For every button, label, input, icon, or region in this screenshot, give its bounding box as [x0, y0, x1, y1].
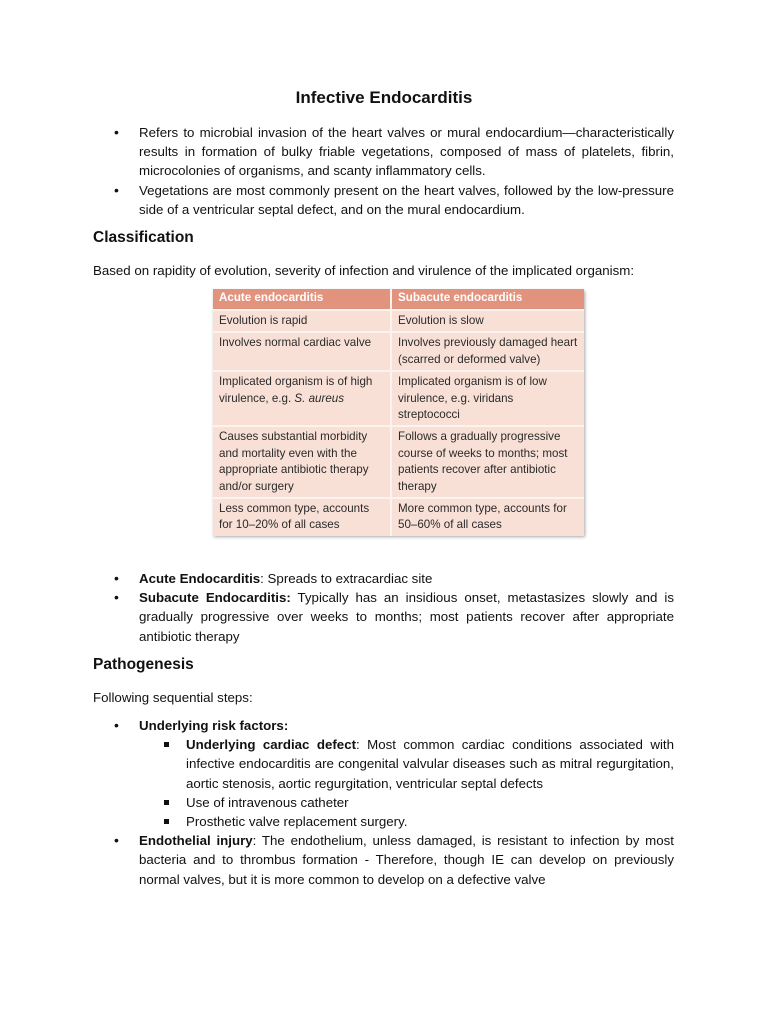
classification-heading: Classification — [93, 229, 194, 246]
list-item — [93, 716, 674, 831]
page-title: Infective Endocarditis — [295, 88, 473, 107]
bullet-text: Use of intravenous catheter — [186, 794, 349, 810]
list-item — [139, 793, 674, 812]
intro-bullet-list — [93, 123, 674, 219]
bullet-text: : The endothelium, unless damaged, is resistant to infection by most bacteria and to thrombus formation - Therefore, though IE can develop on previously normal valves, but it is more common to develop on a defective valve — [139, 833, 674, 887]
pathogenesis-bullet-list — [93, 716, 674, 889]
list-item — [93, 588, 674, 646]
list-item — [139, 735, 674, 793]
table-header-row — [213, 289, 584, 310]
table-cell: Evolution is slow — [391, 310, 584, 332]
table-row — [213, 498, 584, 536]
table-cell: Implicated organism is of high virulence, e.g. S. aureus — [213, 371, 391, 426]
table-header-subacute: Subacute endocarditis — [391, 289, 584, 310]
pathogenesis-heading: Pathogenesis — [93, 656, 194, 673]
table-row — [213, 371, 584, 426]
bullet-text: : Spreads to extracardiac site — [260, 571, 433, 586]
pathogenesis-intro: Following sequential steps: — [93, 690, 253, 705]
bullet-text: Typically has an insidious onset, metastasizes slowly and is gradually progressive over weeks to months; most patients recover after appropriate antibiotic therapy — [139, 590, 674, 644]
bullet-term: Endothelial injury — [139, 833, 253, 849]
table-cell: Involves normal cardiac valve — [213, 332, 391, 371]
table-cell: Causes substantial morbidity and mortality even with the appropriate antibiotic therapy and/or surgery — [213, 426, 391, 498]
table-row — [213, 426, 584, 498]
table-cell: Involves previously damaged heart (scarred or deformed valve) — [391, 332, 584, 371]
list-item: • Vegetations are most commonly present on the heart valves, followed by the low-pressure side of a ventricular septal defect, and on the mural endocardium. — [93, 181, 674, 219]
classification-table-figure — [213, 289, 584, 535]
table-cell: More common type, accounts for 50–60% of all cases — [391, 498, 584, 536]
classification-table — [213, 289, 584, 536]
list-item: • Refers to microbial invasion of the heart valves or mural endocardium—characteristically results in formation of bulky friable vegetations, composed of mass of platelets, fibrin, microcolonies of organisms, and scanty inflammatory cells. — [93, 123, 674, 181]
list-item — [93, 569, 674, 588]
bullet-text: Prosthetic valve replacement surgery. — [186, 814, 408, 830]
table-cell: Evolution is rapid — [213, 310, 391, 332]
risk-factor-sublist — [139, 735, 674, 831]
bullet-text: : Most common cardiac conditions associated with infective endocarditis are congenital valvular diseases such as mitral regurgitation, aortic stenosis, aortic regurgitation, ventricular septal defects — [186, 737, 674, 791]
bullet-term: Subacute Endocarditis: — [139, 590, 291, 606]
list-item — [139, 812, 674, 831]
classification-intro: Based on rapidity of evolution, severity of infection and virulence of the implicated organism: — [93, 263, 635, 278]
classification-bullet-list — [93, 569, 674, 646]
table-header-acute: Acute endocarditis — [213, 289, 391, 310]
table-cell: Less common type, accounts for 10–20% of all cases — [213, 498, 391, 536]
table-cell: Follows a gradually progressive course of weeks to months; most patients recover after antibiotic therapy — [391, 426, 584, 498]
risk-factors-label: Underlying risk factors: — [139, 718, 289, 733]
table-row — [213, 332, 584, 371]
bullet-term: Acute Endocarditis — [139, 571, 261, 586]
table-cell: Implicated organism is of low virulence, e.g. viridans streptococci — [391, 371, 584, 426]
bullet-term: Underlying cardiac defect — [186, 737, 357, 753]
list-item — [93, 831, 674, 889]
table-row — [213, 310, 584, 332]
